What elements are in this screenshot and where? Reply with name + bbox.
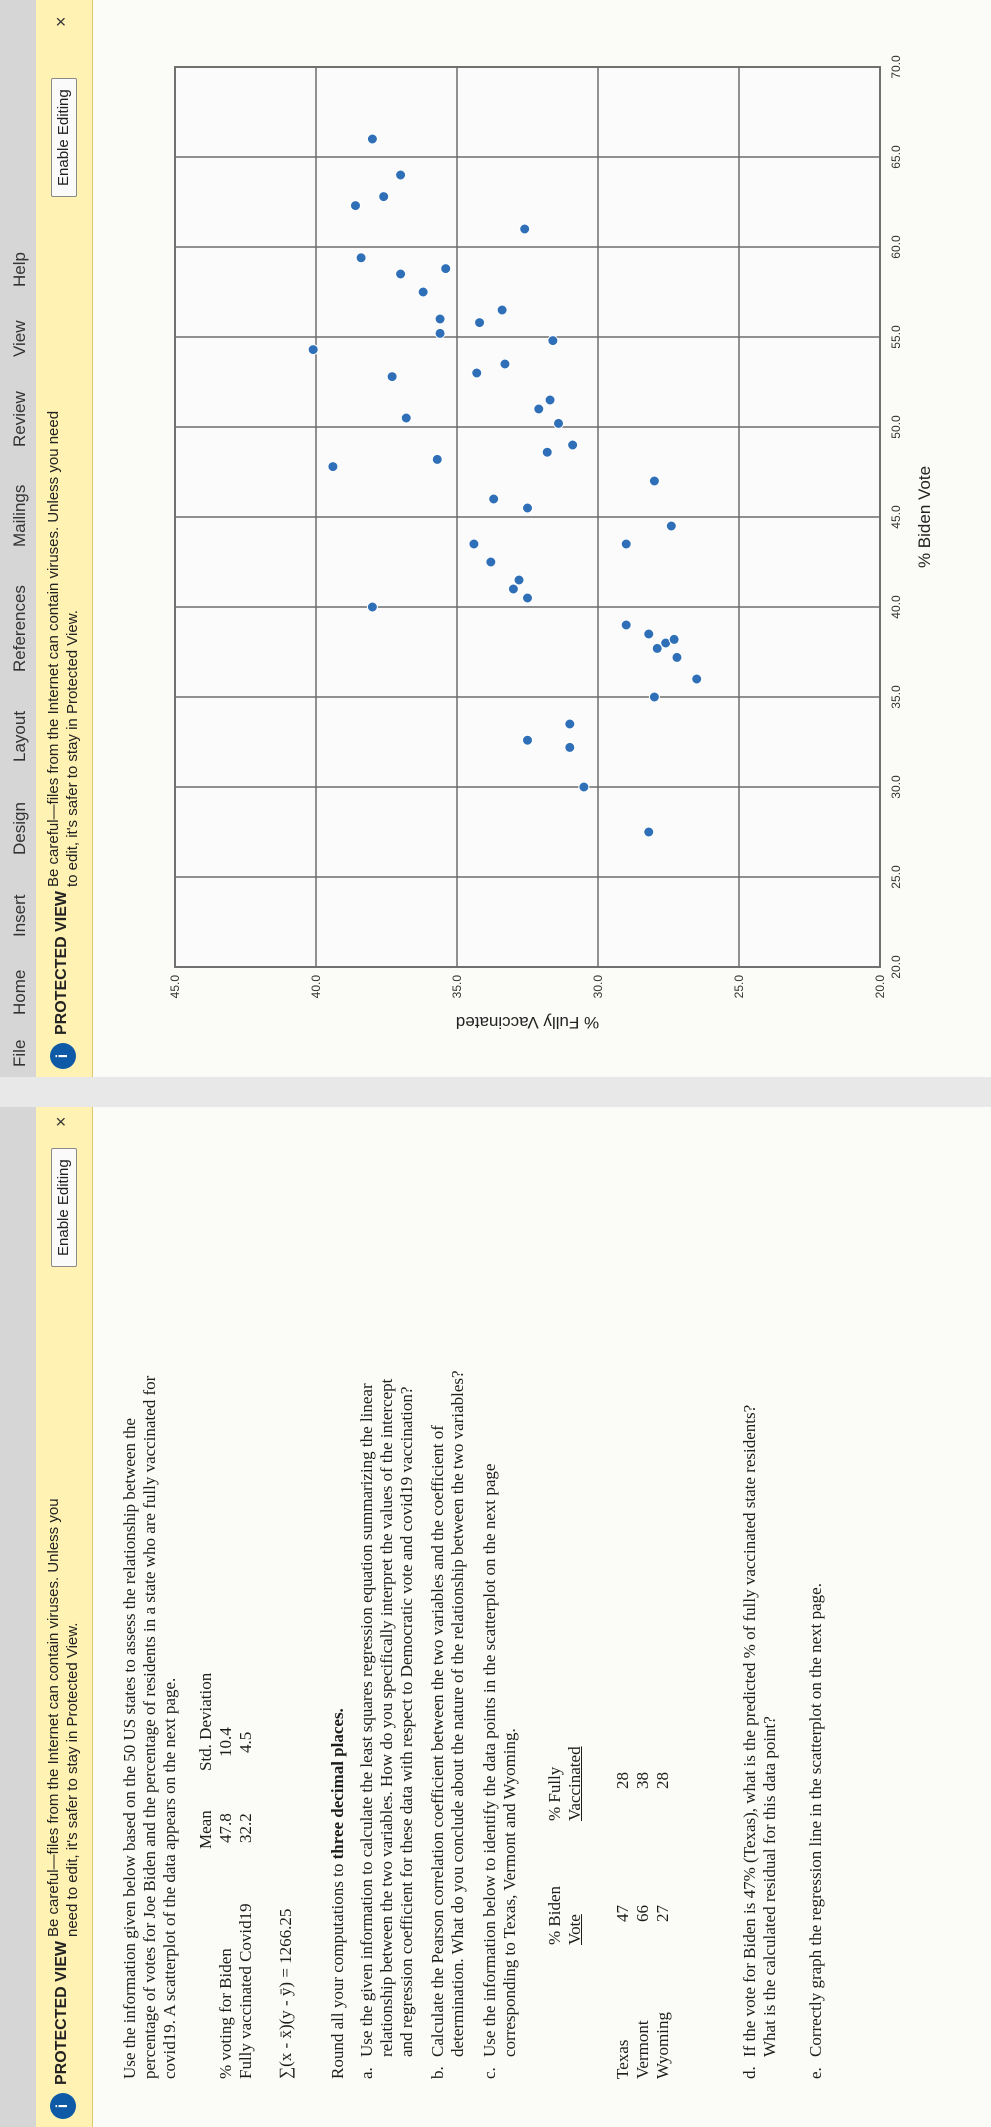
protected-view-message-line1: Be careful—files from the Internet can contain viruses. Unless you need <box>45 410 62 887</box>
data-point <box>367 134 377 144</box>
data-point <box>500 359 510 369</box>
state-biden: 66 <box>633 1905 652 1922</box>
question-e: Correctly graph the regression line in the scatterplot on the next page. <box>806 1583 825 2057</box>
protected-view-title-2: PROTECTED VIEW <box>53 890 70 1035</box>
protected-view-bar <box>36 1107 93 2127</box>
x-tick-label: 45.0 <box>889 505 903 529</box>
data-point <box>666 521 676 531</box>
data-point <box>475 318 485 328</box>
protected-view-message-line2: need to edit, it's safer to stay in Protected View. <box>64 1622 81 1937</box>
data-point <box>441 264 451 274</box>
x-tick-label: 35.0 <box>889 685 903 709</box>
vaccinated-mean: 32.2 <box>236 1813 255 1843</box>
states-table <box>545 1479 705 2079</box>
rounding-note-bold: three decimal places. <box>328 1708 347 1860</box>
x-tick-label: 60.0 <box>889 235 903 259</box>
question-b-label: b. <box>428 2066 447 2079</box>
rounding-note-prefix: Round all your computations to <box>328 1859 347 2079</box>
question-c-label: c. <box>480 2067 499 2079</box>
tab-mailings[interactable]: Mailings <box>10 484 29 547</box>
tab-references[interactable]: References <box>10 585 29 672</box>
tab-help[interactable]: Help <box>10 252 29 287</box>
biden-sd: 10.4 <box>216 1727 235 1757</box>
vaccinated-row-label: Fully vaccinated Covid19 <box>236 1903 255 2079</box>
data-point <box>435 314 445 324</box>
question-c-line: corresponding to Texas, Vermont and Wyoming. <box>500 1728 519 2057</box>
sum-of-products: ∑(x - x̄)(y - ȳ) = 1266.25 <box>276 1908 295 2079</box>
question-a-line: and regression coefficient for these data with respect to Democratic vote and covid19 vaccination? <box>397 1386 416 2057</box>
data-point <box>523 503 533 513</box>
y-tick-label: 30.0 <box>591 975 605 999</box>
tab-file[interactable]: File <box>10 1039 29 1067</box>
document-page-1 <box>0 1107 991 2127</box>
tab-review[interactable]: Review <box>10 391 29 447</box>
y-tick-label: 40.0 <box>309 975 323 999</box>
data-point <box>548 336 558 346</box>
data-point <box>508 584 518 594</box>
question-c <box>480 1464 520 2057</box>
data-point <box>579 782 589 792</box>
x-tick-label: 50.0 <box>889 415 903 439</box>
y-tick-label: 35.0 <box>450 975 464 999</box>
data-point <box>568 440 578 450</box>
data-point <box>469 539 479 549</box>
data-point <box>621 620 631 630</box>
tab-insert[interactable]: Insert <box>10 894 29 937</box>
x-tick-label: 20.0 <box>889 955 903 979</box>
data-point <box>644 629 654 639</box>
biden-row-label: % voting for Biden <box>216 1948 235 2079</box>
data-point <box>644 827 654 837</box>
question-a-label: a. <box>357 2067 376 2079</box>
x-tick-label: 70.0 <box>889 55 903 79</box>
data-point <box>514 575 524 585</box>
question-a-line: relationship between the two variables. How do you specifically interpret the values of the intercept <box>377 1378 396 2057</box>
data-point <box>542 447 552 457</box>
question-b <box>428 1370 468 2057</box>
info-icon: i <box>50 2093 76 2119</box>
question-d-line: If the vote for Biden is 47% (Texas), what is the predicted % of fully vaccinated state residents? <box>740 1404 759 2057</box>
x-tick-label: 40.0 <box>889 595 903 619</box>
x-tick-label: 65.0 <box>889 145 903 169</box>
question-d <box>740 1405 780 2057</box>
data-point <box>328 462 338 472</box>
x-tick-label: 30.0 <box>889 775 903 799</box>
protected-view-message-line2: to edit, it's safer to stay in Protected View. <box>64 610 81 887</box>
intro-paragraph <box>120 1376 180 2079</box>
data-point <box>350 201 360 211</box>
fully-vaccinated-header <box>545 1746 585 1821</box>
intro-line: covid19. A scatterplot of the data appears on the next page. <box>160 1677 179 2079</box>
x-axis-label: % Biden Vote <box>915 465 934 569</box>
biden-mean: 47.8 <box>216 1813 235 1843</box>
info-icon: i <box>50 1043 76 1069</box>
data-point <box>418 287 428 297</box>
fully-vaccinated-header-line2: Vaccinated <box>565 1746 584 1821</box>
enable-editing-button-2[interactable]: Enable Editing <box>51 78 77 197</box>
data-point <box>401 413 411 423</box>
data-point <box>472 368 482 378</box>
state-biden: 47 <box>613 1905 632 1922</box>
state-name: Texas <box>613 2039 632 2079</box>
data-point <box>669 634 679 644</box>
intro-line: percentage of votes for Joe Biden and the percentage of residents in a state who are fully vaccinated for <box>140 1375 159 2079</box>
data-point <box>486 557 496 567</box>
question-e-label: e. <box>806 2067 825 2079</box>
data-point <box>435 328 445 338</box>
enable-editing-button[interactable]: Enable Editing <box>51 1148 77 1267</box>
y-tick-label: 20.0 <box>873 975 887 999</box>
data-point <box>692 674 702 684</box>
data-point <box>379 192 389 202</box>
y-tick-label: 45.0 <box>168 975 182 999</box>
question-b-line: determination. What do you conclude about the nature of the relationship between the two variables? <box>448 1370 467 2057</box>
data-point <box>432 454 442 464</box>
mean-header: Mean <box>196 1810 215 1849</box>
biden-vote-header-line2: Vote <box>565 1914 584 1945</box>
ribbon-bar <box>0 1107 37 2127</box>
rounding-note <box>328 1708 348 2079</box>
x-tick-label: 55.0 <box>889 325 903 349</box>
intro-line: Use the information given below based on the 50 US states to assess the relationship between the <box>120 1418 139 2079</box>
data-point <box>387 372 397 382</box>
std-deviation-header: Std. Deviation <box>196 1672 215 1771</box>
tab-layout[interactable]: Layout <box>10 710 29 762</box>
state-vacc: 28 <box>613 1772 632 1789</box>
question-c-line: Use the information below to identify the data points in the scatterplot on the next page <box>480 1463 499 2057</box>
summary-statistics-table <box>196 1379 256 2079</box>
biden-vote-header <box>545 1886 585 1945</box>
biden-vote-header-line1: % Biden <box>545 1885 564 1945</box>
data-point <box>649 692 659 702</box>
data-point <box>523 735 533 745</box>
data-point <box>523 593 533 603</box>
tab-design[interactable]: Design <box>10 802 29 855</box>
data-point <box>396 170 406 180</box>
question-b-line: Calculate the Pearson correlation coefficient between the two variables and the coefficient of <box>428 1425 447 2057</box>
data-point <box>621 539 631 549</box>
state-name: Vermont <box>633 2020 652 2079</box>
protected-view-message-line1: Be careful—files from the Internet can contain viruses. Unless you <box>45 1498 62 1937</box>
tab-home[interactable]: Home <box>10 969 29 1015</box>
y-tick-label: 25.0 <box>732 975 746 999</box>
fully-vaccinated-header-line1: % Fully <box>545 1766 564 1821</box>
data-point <box>554 418 564 428</box>
state-vacc: 28 <box>653 1772 672 1789</box>
data-point <box>367 602 377 612</box>
chart-title: % Fully Vaccinated <box>455 1013 600 1032</box>
data-point <box>565 742 575 752</box>
question-a-line: Use the given information to calculate the least squares regression equation summarizing the linear <box>357 1383 376 2057</box>
data-point <box>520 224 530 234</box>
data-point <box>497 305 507 315</box>
data-point <box>308 345 318 355</box>
question-a <box>357 1379 417 2057</box>
state-biden: 27 <box>653 1905 672 1922</box>
x-tick-label: 25.0 <box>889 865 903 889</box>
tab-view[interactable]: View <box>10 320 29 357</box>
close-icon[interactable]: × <box>51 1116 71 1127</box>
data-point <box>649 476 659 486</box>
state-vacc: 38 <box>633 1772 652 1789</box>
protected-view-title: PROTECTED VIEW <box>53 1940 70 2085</box>
data-point <box>489 494 499 504</box>
data-point <box>396 269 406 279</box>
protected-view-message <box>44 1498 82 1937</box>
data-point <box>565 719 575 729</box>
question-d-line: What is the calculated residual for this data point? <box>760 1716 779 2057</box>
data-point <box>672 652 682 662</box>
data-point <box>356 253 366 263</box>
data-point <box>545 395 555 405</box>
close-icon[interactable]: × <box>51 16 71 27</box>
question-d-label: d. <box>740 2066 759 2079</box>
data-point <box>534 404 544 414</box>
vaccinated-sd: 4.5 <box>236 1731 255 1753</box>
state-name: Wyoming <box>653 2012 672 2079</box>
